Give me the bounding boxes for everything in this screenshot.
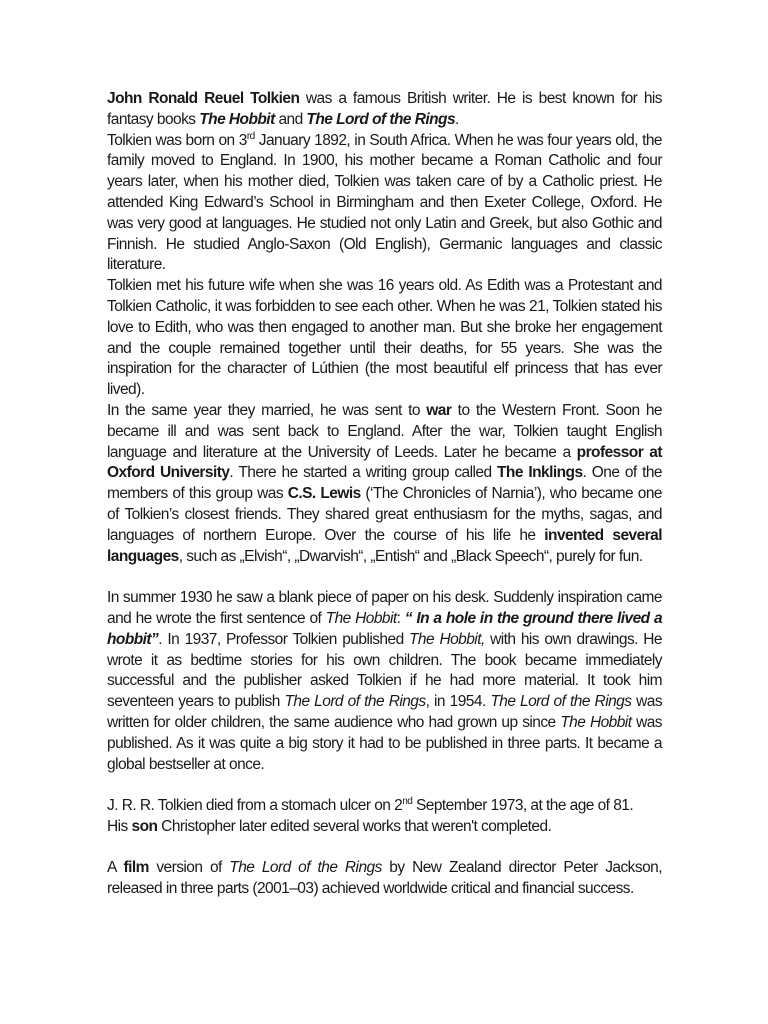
book-title: The Hobbit, (409, 630, 485, 648)
paragraph-intro (107, 89, 662, 131)
text: Christopher later edited several works that weren't completed. (157, 817, 552, 835)
keyword-bold: The Inklings (497, 464, 583, 482)
document-page (107, 89, 662, 900)
book-title: The Hobbit (325, 609, 397, 627)
text: September 1973, at the age of 81. (412, 797, 634, 815)
text: Tolkien met his future wife when she was 16 years old. As Edith was a Protestant and Tolkien Catholic, it was forbidden to see each other. When he was 21, Tolkien stated his love to Edith, who was then engaged to another man. But she broke her engagement and the couple remained together until their deaths, for 55 years. She was the inspiration for the character of Lúthien (the most beautiful elf princess that has ever lived). (107, 277, 662, 399)
book-title: The Lord of the Rings (306, 110, 456, 128)
text: . (455, 110, 459, 128)
paragraph-hobbit (107, 588, 662, 775)
text: In summer 1930 he saw a blank piece of paper on his desk. Suddenly inspiration came and he wrote the first sentence of (107, 589, 662, 627)
text: was written for older children, the same audience who had grown up since (107, 693, 663, 731)
text: J. R. R. Tolkien died from a stomach ulcer on 2 (107, 797, 403, 815)
ordinal-suffix: rd (246, 130, 255, 142)
paragraph-early-life (107, 131, 662, 277)
text: and (274, 110, 307, 128)
text: was a famous British writer. He is best known for his fantasy books (107, 90, 662, 128)
text: In the same year they married, he was sent to (107, 401, 427, 419)
text: A (107, 859, 124, 877)
paragraph-career (107, 401, 662, 567)
book-title: The Lord of the Rings (284, 693, 426, 711)
text: , such as „Elvish“, „Dwarvish“, „Entish“ and „Black Speech“, purely for fun. (178, 547, 643, 565)
text: Tolkien was born on 3 (107, 131, 247, 149)
text: . One of the members of this group was (107, 464, 663, 503)
text: version of (148, 859, 230, 877)
book-title: The Hobbit (199, 110, 275, 128)
paragraph-gap (107, 567, 662, 588)
text: January 1892, in South Africa. When he was four years old, the family moved to England. In 1900, his mother became a Roman Catholic and four years later, when his mother died, Tolkien was taken care of by a Catholic priest. He attended King Edward’s School in Birmingham and then Exeter College, Oxford. He was very good at languages. He studied not only Latin and Greek, but also Gothic and Finnish. He studied Anglo-Saxon (Old English), Germanic languages and classic literature. (107, 131, 663, 274)
ordinal-suffix: nd (402, 795, 413, 807)
keyword-bold: C.S. Lewis (287, 485, 361, 503)
text: His (107, 817, 132, 835)
text: , in 1954. (425, 693, 491, 711)
paragraph-gap (107, 775, 662, 796)
keyword-bold: war (426, 401, 452, 419)
text: (‘The Chronicles of Narnia’), who became one of Tolkien’s closest friends. They shared great enthusiasm for the myths, sagas, and languages of northern Europe. Over the course of his life he (107, 485, 662, 544)
name-bold: John Ronald Reuel Tolkien (107, 90, 300, 107)
keyword-bold: son (131, 817, 158, 835)
book-title: The Lord of the Rings (490, 693, 632, 711)
text: . There he started a writing group called (229, 464, 497, 482)
keyword-bold: professor at Oxford University (107, 443, 662, 482)
paragraph-son (107, 817, 662, 838)
book-title: The Hobbit (560, 713, 632, 731)
paragraph-edith (107, 276, 662, 401)
text: to the Western Front. Soon he became ill and was sent back to England. After the war, Tolkien taught English language and literature at the University of Leeds. Later he became a (107, 401, 662, 461)
book-title: The Lord of the Rings (229, 859, 382, 877)
text: by New Zealand director Peter Jackson, released in three parts (2001–03) achieved worldwide critical and financial success. (107, 859, 662, 898)
text: with his own drawings. He wrote it as bedtime stories for his own children. The book became immediately successful and the publisher asked Tolkien if he had more material. It took him seventeen years to publish (107, 630, 662, 711)
text: : (396, 609, 405, 627)
paragraph-gap (107, 838, 662, 859)
keyword-bold: film (123, 859, 149, 877)
keyword-bold: invented several languages (107, 526, 662, 565)
text: was published. As it was quite a big story it had to be published in three parts. It became a global bestseller at once. (107, 713, 663, 773)
text: . In 1937, Professor Tolkien published (158, 630, 410, 648)
quote-bold-italic: “ In a hole in the ground there lived a hobbit” (107, 609, 663, 648)
paragraph-film (107, 858, 662, 900)
paragraph-death (107, 796, 662, 817)
